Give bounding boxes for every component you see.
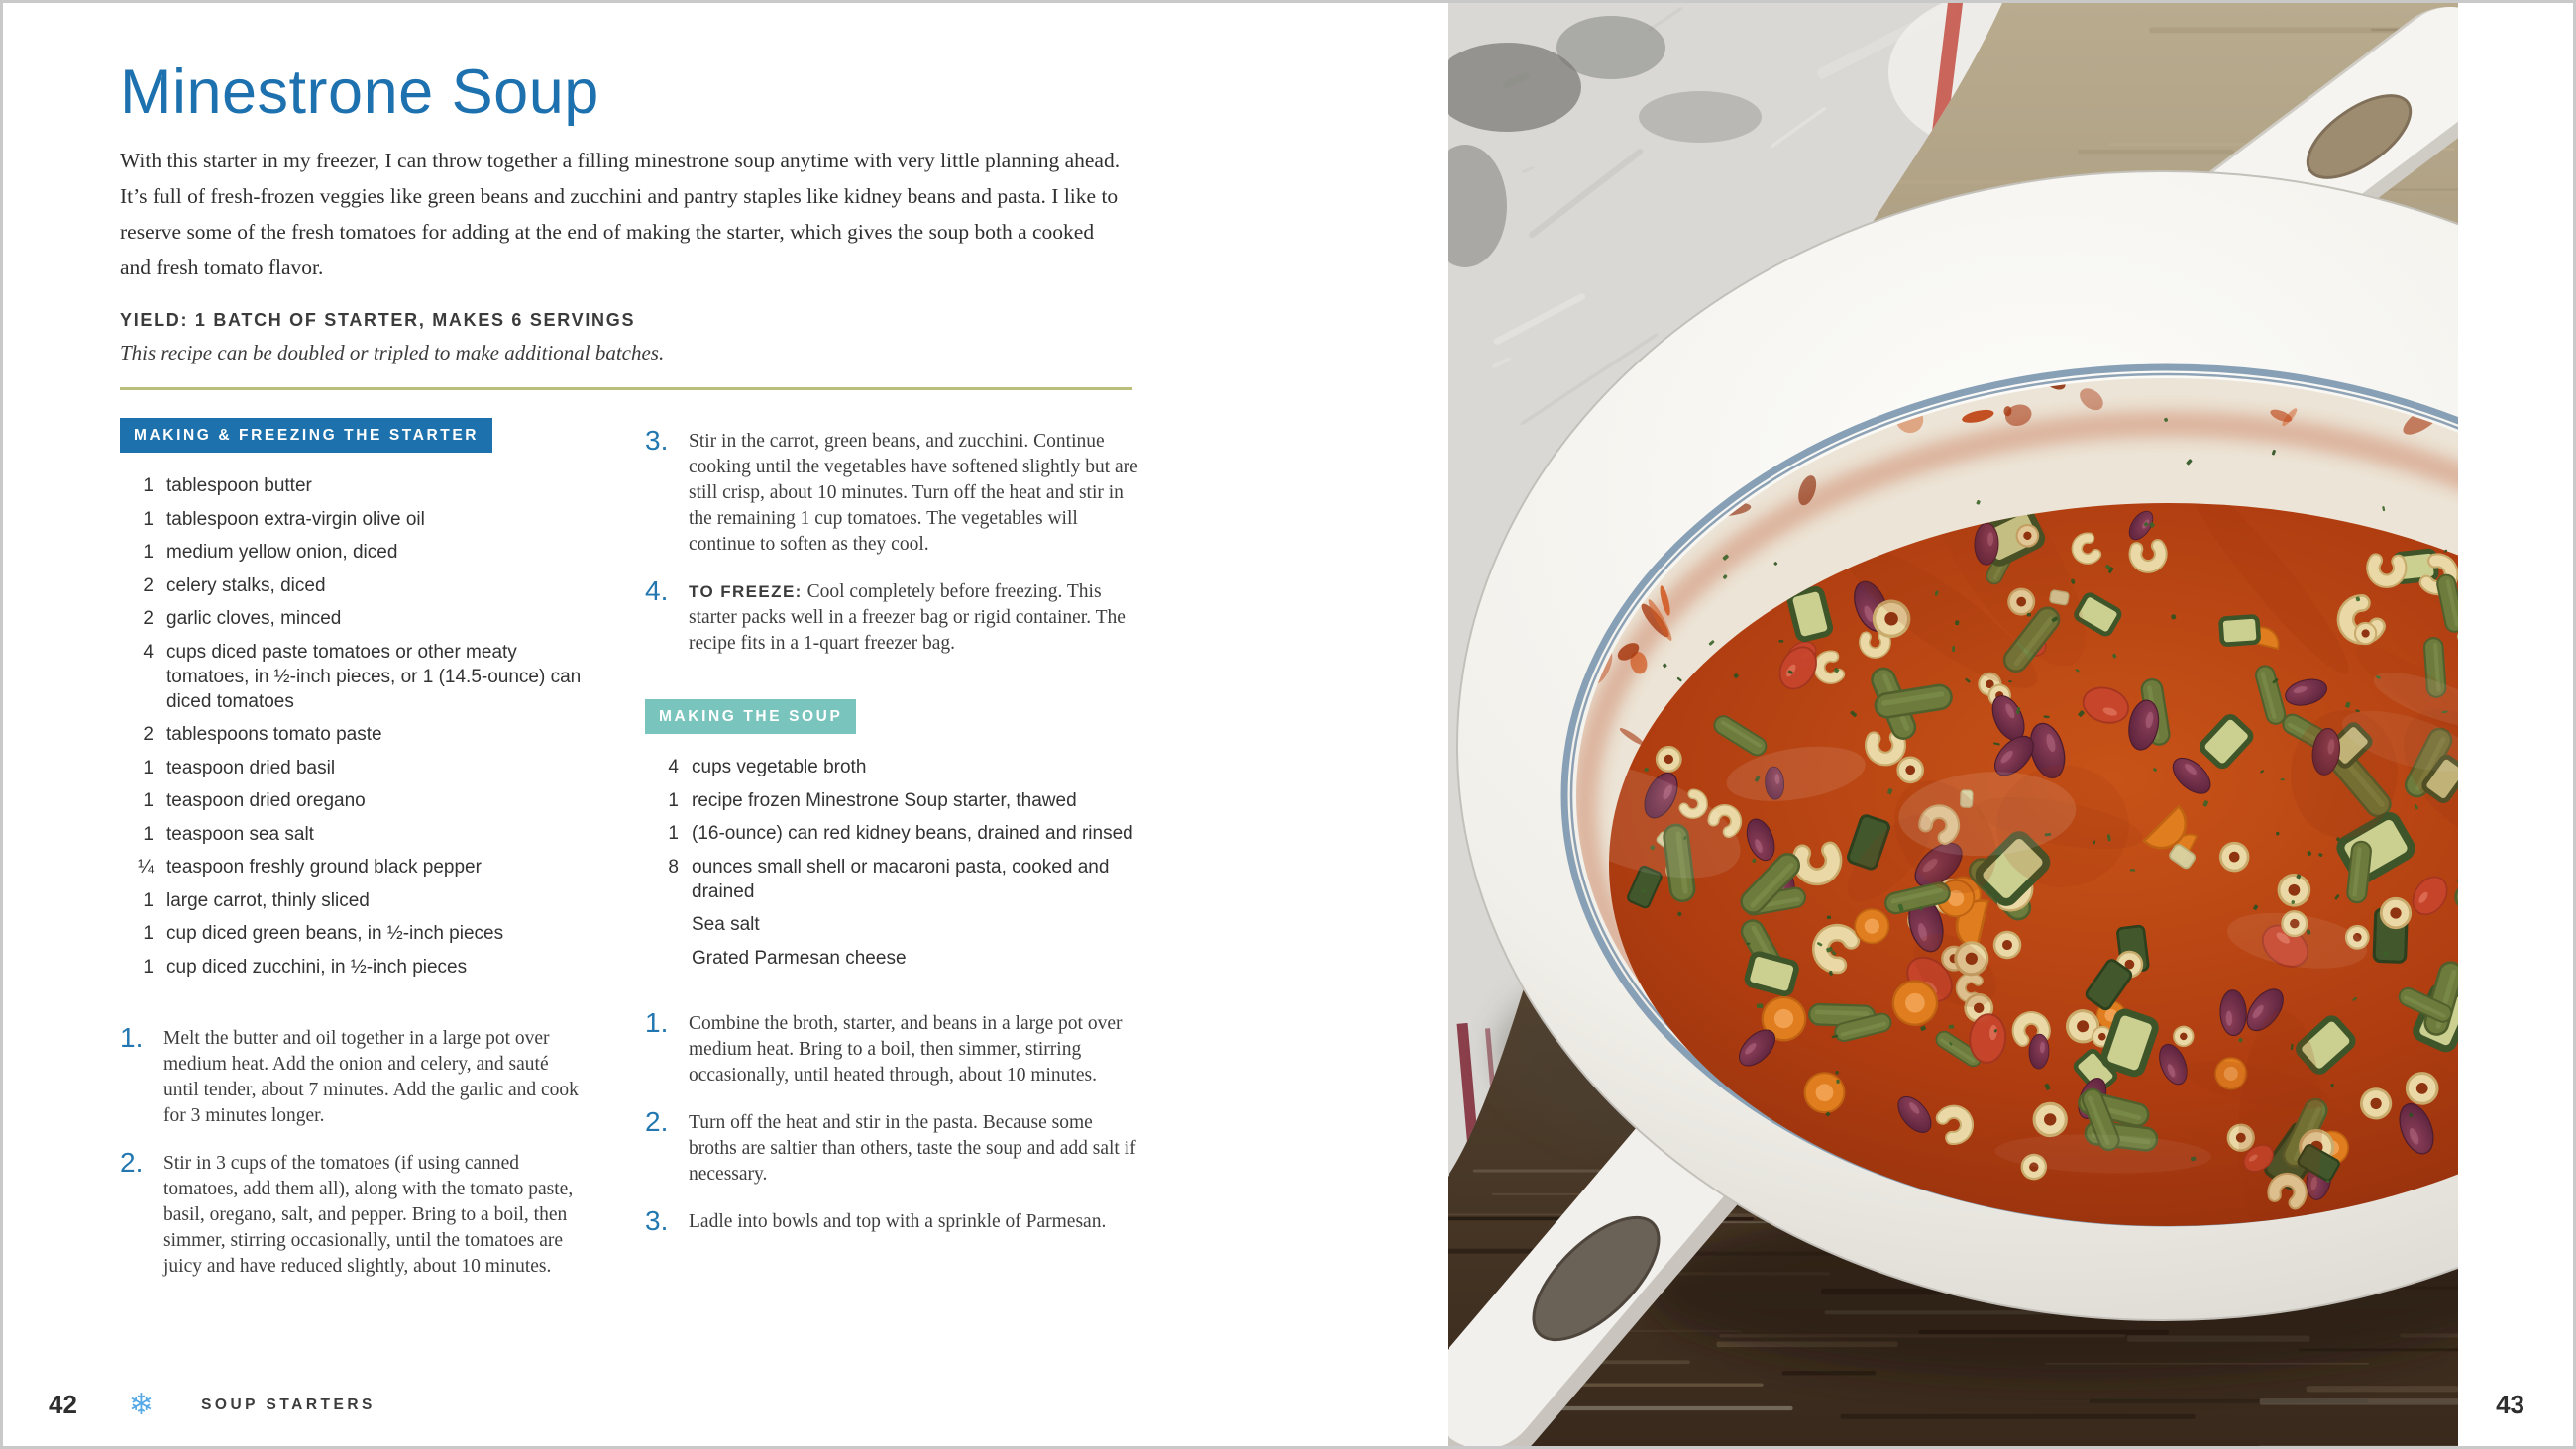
ingredient-qty: ¼	[138, 857, 154, 879]
ingredient-text: Grated Parmesan cheese	[692, 947, 907, 969]
ingredient-row	[645, 755, 1142, 779]
ingredient-text: tablespoons tomato paste	[166, 724, 382, 746]
ingredient-row	[120, 473, 588, 498]
soup-steps	[645, 1008, 1142, 1236]
ingredient-qty: 1	[143, 475, 154, 497]
step-text: Turn off the heat and stir in the pasta. Because some broths are saltier than others, taste the soup and add salt if necessary.	[689, 1111, 1136, 1185]
ingredient-row	[120, 822, 588, 847]
ingredient-row	[120, 788, 588, 813]
ingredient-qty	[645, 946, 679, 971]
step-text-body: Cool completely before freezing. This starter packs well in a freezer bag or rigid container. The recipe fits in a 1-quart freezer bag.	[689, 581, 1126, 655]
ingredient-row	[120, 955, 588, 980]
chapter-name: SOUP STARTERS	[201, 1396, 376, 1413]
ingredient-qty: 1	[143, 823, 154, 845]
step-number: 1.	[645, 1006, 669, 1038]
recipe-page	[3, 3, 1448, 1446]
ingredient-row	[645, 788, 1142, 813]
ingredient-row	[120, 921, 588, 946]
to-freeze-label: TO FREEZE:	[689, 582, 803, 602]
ingredient-qty: 1	[143, 757, 154, 778]
step-text: Ladle into bowls and top with a sprinkle of Parmesan.	[689, 1210, 1107, 1232]
soup-heading: MAKING THE SOUP	[645, 699, 856, 734]
ingredient-text: cup diced green beans, in ½-inch pieces	[166, 923, 504, 945]
ingredient-text: Sea salt	[692, 914, 760, 936]
ingredient-qty: 2	[143, 724, 154, 746]
step-text: Combine the broth, starter, and beans in a large pot over medium heat. Bring to a boil, then simmer, stirring occasionally, until heated through, about 10 minutes.	[689, 1012, 1123, 1086]
ingredient-qty: 1	[143, 956, 154, 978]
ingredient-qty: 8	[668, 856, 679, 878]
snowflake-icon: ❄	[128, 1388, 155, 1421]
ingredient-qty: 1	[143, 889, 154, 911]
ingredient-text: cups diced paste tomatoes or other meaty tomatoes, in ½-inch pieces, or 1 (14.5-ounce) can diced tomatoes	[166, 641, 582, 712]
ingredient-row	[645, 855, 1142, 904]
ingredient-text: teaspoon sea salt	[166, 823, 314, 845]
step-row	[645, 426, 1142, 558]
recipe-columns	[120, 418, 1448, 1298]
ingredient-text: medium yellow onion, diced	[166, 542, 398, 564]
ingredient-row	[120, 855, 588, 880]
ingredient-row	[645, 821, 1142, 846]
ingredient-row	[120, 640, 588, 714]
ingredient-row	[120, 722, 588, 747]
step-text: Melt the butter and oil together in a large pot over medium heat. Add the onion and celery, and sauté until tender, about 7 minutes. Add the garlic and cook for 3 minutes longer.	[163, 1027, 579, 1126]
ingredient-text: teaspoon dried basil	[166, 757, 336, 778]
step-row	[645, 1206, 1142, 1236]
ingredient-row	[120, 573, 588, 598]
ingredient-qty: 1	[143, 508, 154, 530]
ingredient-row	[120, 606, 588, 631]
ingredient-text: teaspoon freshly ground black pepper	[166, 857, 482, 879]
ingredient-text: large carrot, thinly sliced	[166, 889, 370, 911]
soup-ingredients	[645, 755, 1142, 971]
step-row	[645, 1008, 1142, 1088]
step-number: 1.	[120, 1021, 144, 1053]
ingredient-row	[645, 946, 1142, 971]
recipe-note: This recipe can be doubled or tripled to make additional batches.	[120, 341, 665, 365]
step-number: 3.	[645, 1204, 669, 1236]
column-right	[645, 418, 1142, 1298]
starter-ingredients	[120, 473, 588, 980]
ingredient-qty: 1	[143, 542, 154, 564]
ingredient-row	[645, 912, 1142, 937]
ingredient-text: celery stalks, diced	[166, 574, 326, 596]
ingredient-qty: 4	[668, 757, 679, 778]
starter-steps-1-2	[120, 1023, 588, 1280]
ingredient-qty: 1	[143, 790, 154, 812]
step-number: 2.	[120, 1146, 144, 1178]
ingredient-row	[120, 888, 588, 913]
starter-heading: MAKING & FREEZING THE STARTER	[120, 418, 492, 453]
minestrone-pot-illustration	[1448, 3, 2458, 1446]
right-page-margin	[2458, 3, 2573, 1446]
ingredient-text: ounces small shell or macaroni pasta, cooked and drained	[692, 856, 1110, 902]
left-page-number: 42	[49, 1390, 77, 1419]
ingredient-row	[120, 540, 588, 565]
step-text: Stir in 3 cups of the tomatoes (if using canned tomatoes, add them all), along with the tomato paste, basil, oregano, salt, and pepper. Bring to a boil, then simmer, stirring occasionally, until the tomatoes are juicy and have reduced slightly, about 10 minutes.	[163, 1152, 574, 1277]
step-number: 3.	[645, 425, 669, 457]
step-text	[689, 576, 1142, 657]
ingredient-text: cup diced zucchini, in ½-inch pieces	[166, 956, 468, 978]
step-number: 2.	[645, 1105, 669, 1137]
step-row	[120, 1023, 588, 1129]
step-row	[645, 1107, 1142, 1188]
page-title: Minestrone Soup	[120, 57, 599, 127]
ingredient-text: garlic cloves, minced	[166, 608, 342, 630]
page-footer	[49, 1390, 376, 1420]
ingredient-qty: 2	[143, 574, 154, 596]
ingredient-text: teaspoon dried oregano	[166, 790, 366, 812]
ingredient-qty: 1	[143, 923, 154, 945]
ingredient-text: tablespoon butter	[166, 475, 312, 497]
divider-rule	[120, 387, 1132, 390]
ingredient-text: tablespoon extra-virgin olive oil	[166, 508, 425, 530]
ingredient-text: recipe frozen Minestrone Soup starter, thawed	[692, 789, 1077, 811]
yield-line: YIELD: 1 BATCH OF STARTER, MAKES 6 SERVINGS	[120, 310, 636, 331]
recipe-intro: With this starter in my freezer, I can throw together a filling minestrone soup anytime with very little planning ahead. It’s full of fresh-frozen veggies like green beans and zucchini and pantry staples like kidney beans and pasta. I like to reserve some of the fresh tomatoes for adding at the end of making the starter, which gives the soup both a cooked and fresh tomato flavor.	[120, 149, 1121, 280]
soup-photo	[1448, 3, 2458, 1446]
step-text: Stir in the carrot, green beans, and zucchini. Continue cooking until the vegetables have softened slightly but are still crisp, about 10 minutes. Turn off the heat and stir in the remaining 1 cup tomatoes. The vegetables will continue to soften as they cool.	[689, 431, 1138, 556]
ingredient-qty: 2	[143, 608, 154, 630]
step-row	[120, 1148, 588, 1280]
column-left	[120, 418, 588, 1298]
ingredient-qty	[645, 912, 679, 937]
step-number: 4.	[645, 575, 669, 607]
ingredient-text: cups vegetable broth	[692, 757, 867, 778]
ingredient-qty: 4	[143, 641, 154, 663]
right-page-number: 43	[2496, 1390, 2524, 1419]
starter-steps-3-4	[645, 426, 1142, 657]
ingredient-qty: 1	[668, 823, 679, 845]
ingredient-row	[120, 756, 588, 780]
ingredient-text: (16-ounce) can red kidney beans, drained and rinsed	[692, 823, 1133, 845]
ingredient-qty: 1	[668, 789, 679, 811]
ingredient-row	[120, 507, 588, 532]
step-row	[645, 576, 1142, 657]
